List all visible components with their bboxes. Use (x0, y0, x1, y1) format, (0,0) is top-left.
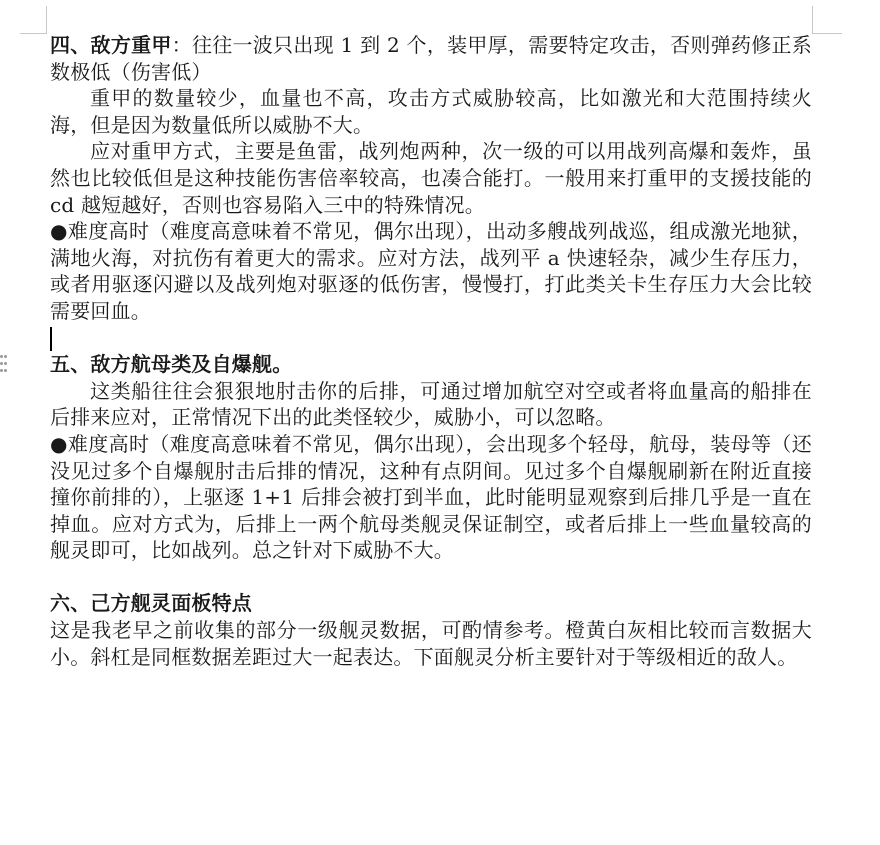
section5-paragraph-2: ●难度高时（难度高意味着不常见，偶尔出现），会出现多个轻母，航母，装母等（还没见过多个自爆舰肘击后排的情况，这种有点阴间。见过多个自爆舰刷新在附近直接撞你前排的），上驱逐 1+1 后排会被打到半血，此时能明显观察到后排几乎是一直在掉血。应对方式为，后排上一两个航母类舰灵保证制空，或者后排上一些血量较高的舰灵即可，比如战列。总之针对下威胁不大。 (50, 431, 812, 563)
section4-heading-rest: ：往往一波只出现 1 到 2 个，装甲厚，需要特定攻击，否则弹药修正系数极低（伤害低） (50, 33, 812, 84)
section5-heading: 五、敌方航母类及自爆舰。 (50, 352, 293, 377)
section6-heading: 六、己方舰灵面板特点 (50, 591, 252, 616)
section4-heading: 四、敌方重甲 (50, 33, 172, 57)
blank-line (50, 564, 812, 591)
paragraph-drag-handle-icon[interactable] (0, 355, 8, 375)
section4-heading-paragraph (50, 32, 812, 85)
top-right-crop-mark-horizontal (812, 33, 842, 34)
text-cursor (50, 327, 52, 351)
section4-paragraph-1: 重甲的数量较少，血量也不高，攻击方式威胁较高，比如激光和大范围持续火海，但是因为数量低所以威胁不大。 (50, 86, 812, 137)
section4-paragraph-3: ●难度高时（难度高意味着不常见，偶尔出现），出动多艘战列战巡，组成激光地狱，满地火海，对抗伤有着更大的需求。应对方法，战列平 a 快速轻杂，减少生存压力，或者用驱逐闪避以及战列炮对驱逐的低伤害，慢慢打，打此类关卡生存压力大会比较需要回血。 (50, 219, 812, 323)
document-page[interactable] (50, 32, 812, 670)
top-left-crop-mark-horizontal (20, 33, 47, 34)
section6-paragraph-1: 这是我老早之前收集的部分一级舰灵数据，可酌情参考。橙黄白灰相比较而言数据大小。斜杠是同框数据差距过大一起表达。下面舰灵分析主要针对于等级相近的敌人。 (50, 618, 812, 669)
cursor-line[interactable] (50, 325, 812, 352)
top-left-crop-mark (46, 6, 47, 34)
top-right-crop-mark (812, 6, 813, 34)
section4-paragraph-2: 应对重甲方式，主要是鱼雷，战列炮两种，次一级的可以用战列高爆和轰炸，虽然也比较低但是这种技能伤害倍率较高，也凑合能打。一般用来打重甲的支援技能的 cd 越短越好，否则也容易陷入三中的特殊情况。 (50, 139, 812, 217)
section5-paragraph-1: 这类船往往会狠狠地肘击你的后排，可通过增加航空对空或者将血量高的船排在后排来应对，正常情况下出的此类怪较少，威胁小，可以忽略。 (50, 378, 812, 430)
